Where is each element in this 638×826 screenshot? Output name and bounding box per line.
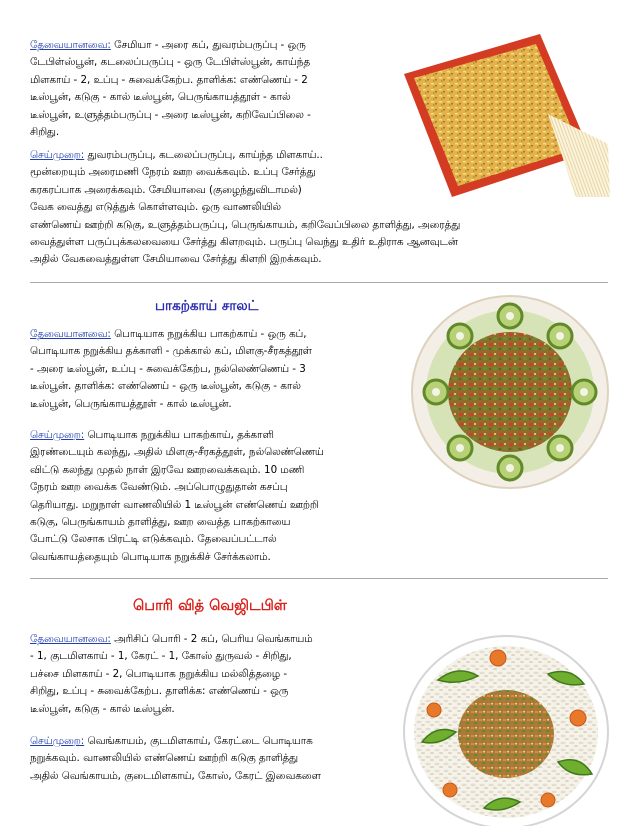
ingredients-label: தேவையானவை:: [30, 39, 111, 51]
method-paragraph: [30, 427, 324, 566]
method-paragraph: [30, 147, 460, 269]
ingredients-paragraph: [30, 37, 311, 141]
section-divider: [30, 578, 608, 579]
section-divider: [30, 282, 608, 283]
method-text: பொடியாக நறுக்கிய பாகற்காய், தக்காளி இரண்டையும் கலந்து, அதில் மிளகு-சீரகத்தூள், நல்லெண்ணெய் விட்டு கலந்து முதல் நாள் இரவே ஊறவைக்கவும். 10 மணி நேரம் ஊற வைக்க வேண்டும். அப்பொழுதுதான் கசப்பு தெரியாது. மறுநாள் வாணலியில் 1 டீஸ்பூன் எண்ணெய் ஊற்றி கடுகு, பெருங்காயம் தாளித்து, ஊற வைத்த பாகற்காயை போட்டு லேசாக பிரட்டி எடுக்கவும். தேவைப்பட்டால் வெங்காயத்தையும் பொடியாக நறுக்கிச் சேர்க்கலாம்.: [30, 429, 324, 563]
recipe-title: பாகற்காய் சாலட்: [155, 298, 259, 314]
ingredients-text: சேமியா - அரை கப், துவரம்பருப்பு - ஒரு டேபிள்ஸ்பூன், கடலைப்பருப்பு - ஒரு டேபிள்ஸ்பூன், காய்ந்த மிளகாய் - 2, உப்பு - சுவைக்கேற்ப. தாளிக்க: எண்ணெய் - 2 டீஸ்பூன், கடுகு - கால் டீஸ்பூன், பெருங்காயத்தூள் - கால் டீஸ்பூன், உளுத்தம்பருப்பு - அரை டீஸ்பூன், கறிவேப்பிலை - சிறிது.: [30, 39, 311, 139]
semiya-dish-photo: [398, 34, 610, 197]
ingredients-label: தேவையானவை:: [30, 328, 111, 340]
ingredients-label: தேவையானவை:: [30, 633, 111, 645]
method-text: வெங்காயம், குடமிளகாய், கேரட்டை பொடியாக நறுக்கவும். வாணலியில் எண்ணெய் ஊற்றி கடுகு தாளித்து அதில் வெங்காயம், குடைமிளகாய், கோஸ், கேரட் இவைகளை: [30, 735, 321, 782]
method-paragraph: [30, 733, 321, 785]
ingredients-paragraph: [30, 326, 312, 413]
ingredients-paragraph: [30, 631, 313, 718]
method-text: துவரம்பருப்பு, கடலைப்பருப்பு, காய்ந்த மிளகாய்.. மூன்றையும் அரைமணி நேரம் ஊற வைக்கவும். உப்பு சேர்த்து கரகரப்பாக அரைக்கவும். சேமியாவை (குழைந்துவிடாமல்) வேக வைத்து எடுத்துக் கொள்ளவும். ஒரு வாணலியில் எண்ணெய் ஊற்றி கடுகு, உளுத்தம்பருப்பு, பெருங்காயம், கறிவேப்பிலை தாளித்து, அரைத்து வைத்துள்ள பருப்புக்கலவையை சேர்த்து கிளறவும். பருப்பு வெந்து உதிர் உதிராக ஆனவுடன் அதில் வேகவைத்துள்ள சேமியாவை சேர்த்து கிளறி இறக்கவும்.: [30, 149, 461, 266]
puffed-rice-vegetable-photo: [398, 622, 612, 826]
ingredients-text: பொடியாக நறுக்கிய பாகற்காய் - ஒரு கப், பொடியாக நறுக்கிய தக்காளி - முக்கால் கப், மிளகு-சீரகத்தூள் - அரை டீஸ்பூன், உப்பு - சுவைக்கேற்ப, நல்லெண்ணெய் - 3 டீஸ்பூன். தாளிக்க: எண்ணெய் - ஒரு டீஸ்பூன், கடுகு - கால் டீஸ்பூன், பெருங்காயத்தூள் - கால் டீஸ்பூன்.: [30, 328, 312, 410]
bitter-gourd-salad-photo: [408, 292, 612, 492]
recipe-title: பொரி வித் வெஜிடபிள்: [133, 598, 287, 614]
method-label: செய்முறை:: [30, 735, 85, 747]
ingredients-text: அரிசிப் பொரி - 2 கப், பெரிய வெங்காயம் - 1, குடமிளகாய் - 1, கேரட் - 1, கோஸ் துருவல் - சிறிது, பச்சை மிளகாய் - 2, பொடியாக நறுக்கிய மல்லித்தழை - சிறிது, உப்பு - சுவைக்கேற்ப. தாளிக்க: எண்ணெய் - ஒரு டீஸ்பூன், கடுகு - கால் டீஸ்பூன்.: [30, 633, 313, 715]
method-label: செய்முறை:: [30, 429, 85, 441]
method-label: செய்முறை:: [30, 149, 85, 161]
